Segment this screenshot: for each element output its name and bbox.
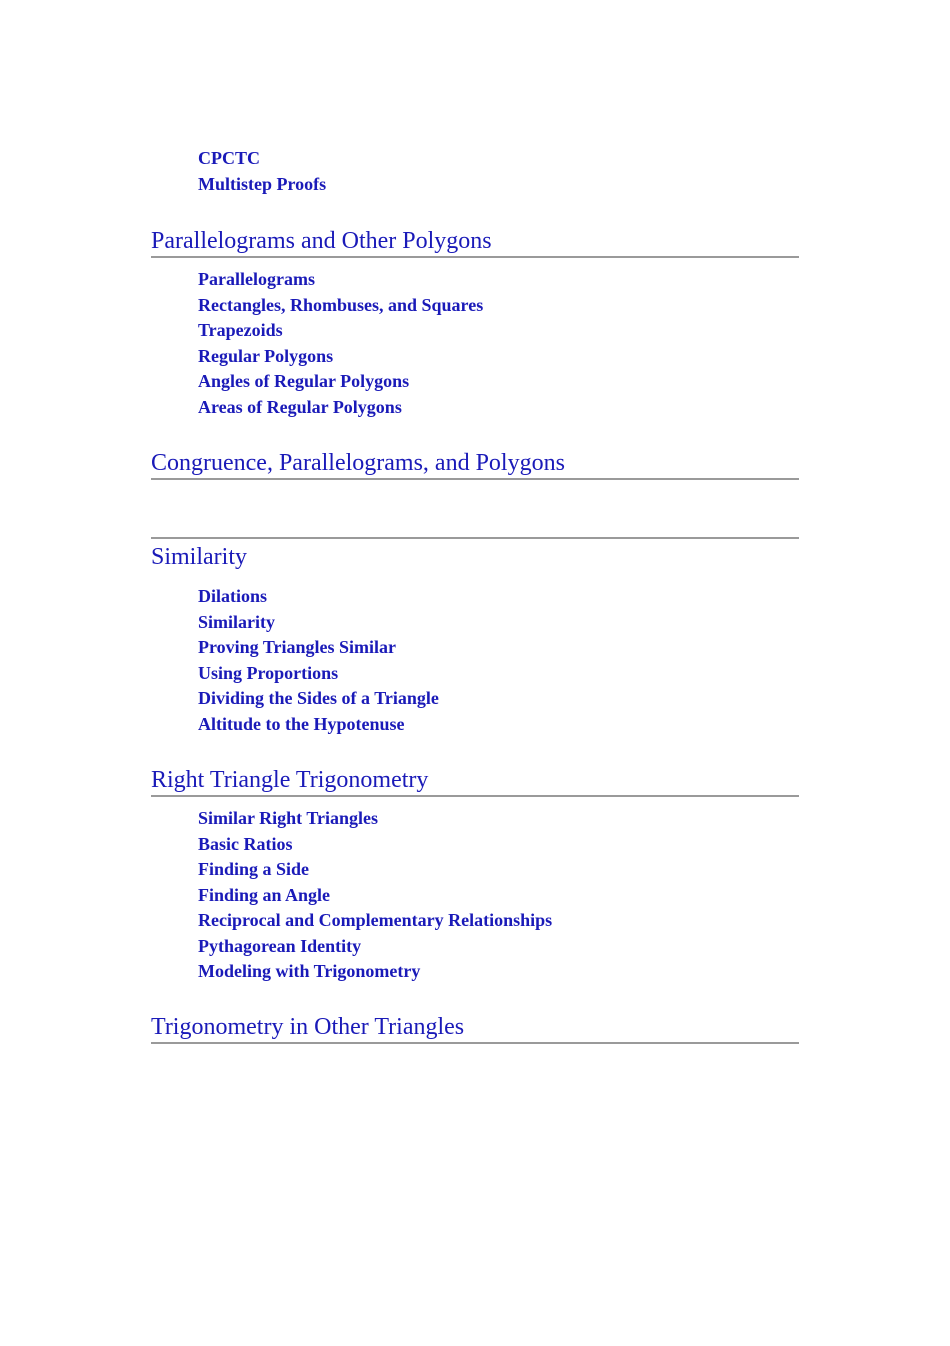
section-title-link[interactable]: Trigonometry in Other Triangles [151, 1014, 465, 1040]
section-heading-similarity [151, 542, 799, 572]
section-title-link[interactable]: Right Triangle Trigonometry [151, 767, 429, 793]
link-cpctc[interactable]: CPCTC [198, 148, 260, 168]
section-title-link[interactable]: Parallelograms and Other Polygons [151, 228, 492, 254]
link-modeling-trigonometry[interactable]: Modeling with Trigonometry [198, 961, 421, 981]
link-areas-regular-polygons[interactable]: Areas of Regular Polygons [198, 396, 402, 417]
link-altitude-hypotenuse[interactable]: Altitude to the Hypotenuse [198, 713, 405, 734]
link-multistep-proofs[interactable]: Multistep Proofs [198, 173, 327, 194]
link-basic-ratios[interactable]: Basic Ratios [198, 833, 293, 854]
list-item [198, 959, 552, 985]
list-item [198, 293, 483, 319]
section-heading-right-trig [151, 765, 799, 797]
section-title-link[interactable]: Congruence, Parallelograms, and Polygons [151, 450, 565, 476]
list-item [198, 712, 439, 738]
link-reciprocal-complementary[interactable]: Reciprocal and Complementary Relationships [198, 910, 553, 930]
link-rectangles-rhombuses-squares[interactable]: Rectangles, Rhombuses, and Squares [198, 294, 484, 315]
list-item [198, 806, 552, 832]
list-item [198, 661, 439, 687]
list-item [198, 395, 483, 421]
list-item [198, 344, 483, 370]
list-item [198, 369, 483, 395]
right-trig-link-list [151, 806, 552, 985]
list-item [198, 883, 552, 909]
similarity-link-list [151, 584, 439, 737]
top-link-list [151, 146, 326, 197]
section-heading-other-trig [151, 1012, 799, 1044]
section-divider [151, 537, 799, 539]
section-heading-parallelograms [151, 226, 799, 258]
list-item [198, 934, 552, 960]
link-finding-a-side[interactable]: Finding a Side [198, 859, 310, 879]
link-proving-triangles-similar[interactable]: Proving Triangles Similar [198, 637, 397, 657]
list-item [198, 908, 552, 934]
link-similar-right-triangles[interactable]: Similar Right Triangles [198, 808, 379, 828]
list-item [198, 172, 326, 198]
list-item [198, 318, 483, 344]
link-angles-regular-polygons[interactable]: Angles of Regular Polygons [198, 371, 410, 391]
link-parallelograms[interactable]: Parallelograms [198, 269, 315, 289]
list-item [198, 610, 439, 636]
list-item [198, 635, 439, 661]
link-regular-polygons[interactable]: Regular Polygons [198, 345, 334, 366]
list-item [198, 832, 552, 858]
list-item [198, 686, 439, 712]
list-item [198, 146, 326, 172]
link-dilations[interactable]: Dilations [198, 586, 268, 606]
list-item [198, 584, 439, 610]
link-using-proportions[interactable]: Using Proportions [198, 662, 339, 683]
list-item [198, 267, 483, 293]
list-item [198, 857, 552, 883]
section-title-link[interactable]: Similarity [151, 544, 247, 570]
link-dividing-sides-triangle[interactable]: Dividing the Sides of a Triangle [198, 688, 439, 708]
parallelograms-link-list [151, 267, 483, 420]
link-trapezoids[interactable]: Trapezoids [198, 320, 283, 340]
section-heading-congruence [151, 448, 799, 480]
link-finding-an-angle[interactable]: Finding an Angle [198, 884, 331, 905]
link-pythagorean-identity[interactable]: Pythagorean Identity [198, 935, 362, 956]
link-similarity[interactable]: Similarity [198, 611, 275, 632]
